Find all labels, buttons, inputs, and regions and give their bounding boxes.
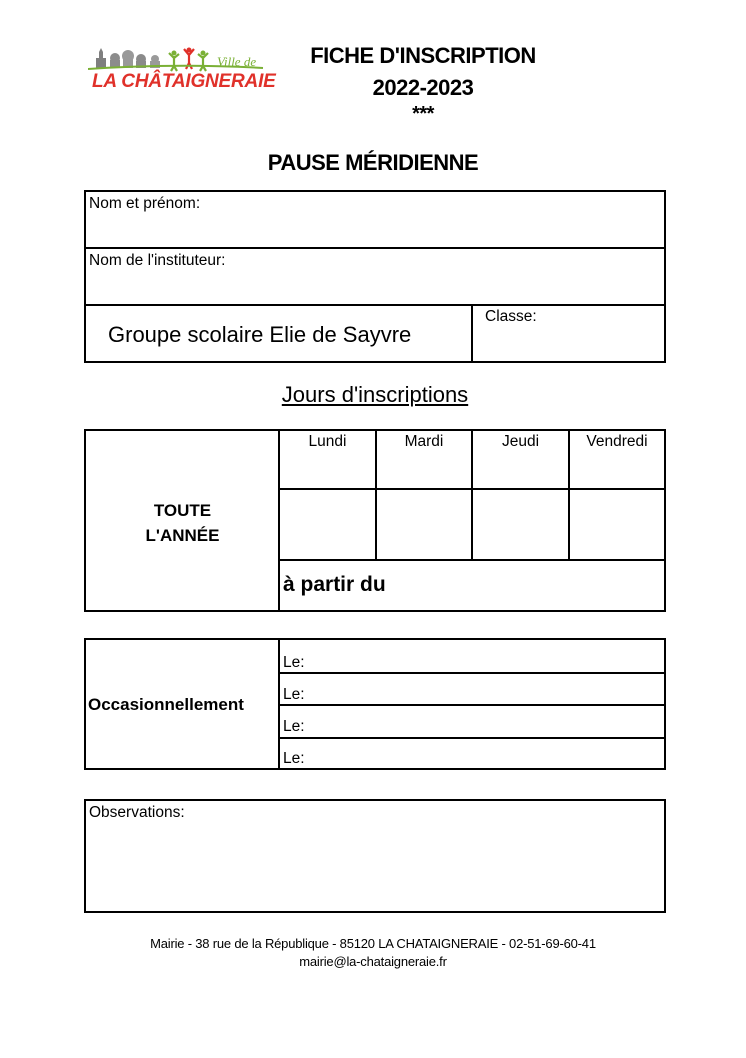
start-date-label: à partir du xyxy=(283,573,386,596)
school-name: Groupe scolaire Elie de Sayvre xyxy=(108,322,412,347)
divider xyxy=(278,431,280,610)
day-monday-header: Lundi xyxy=(308,433,347,450)
day-friday-header: Vendredi xyxy=(586,433,648,450)
footer-address: Mairie - 38 rue de la République - 85120 LA CHATAIGNERAIE - 02-51-69-60-41 xyxy=(150,936,596,951)
teacher-field-label: Nom de l'instituteur: xyxy=(89,252,226,269)
occasional-date-row: Le: xyxy=(283,750,305,767)
occasional-box xyxy=(84,638,666,770)
divider xyxy=(278,559,664,561)
divider xyxy=(278,737,664,739)
divider xyxy=(86,247,664,249)
occasional-label: Occasionnellement xyxy=(88,695,244,714)
occasional-date-row: Le: xyxy=(283,686,305,703)
identity-box xyxy=(84,190,666,363)
day-thursday-header: Jeudi xyxy=(501,433,540,450)
divider xyxy=(278,488,664,490)
divider xyxy=(86,304,664,306)
days-title: Jours d'inscriptions xyxy=(281,382,469,407)
year-round-box xyxy=(84,429,666,612)
observations-label: Observations: xyxy=(89,804,185,821)
footer-email: mairie@la-chataigneraie.fr xyxy=(299,954,447,969)
class-field-label: Classe: xyxy=(485,308,537,325)
observations-box xyxy=(84,799,666,913)
year-round-label xyxy=(86,498,279,548)
school-year: 2022-2023 xyxy=(372,75,474,100)
year-round-label-line2: L'ANNÉE xyxy=(145,526,220,545)
form-title: FICHE D'INSCRIPTION xyxy=(310,43,536,68)
year-round-label-line1: TOUTE xyxy=(153,501,212,520)
name-field-label: Nom et prénom: xyxy=(89,195,201,212)
logo-town-name: LA CHÂTAIGNERAIE xyxy=(92,71,276,92)
divider xyxy=(471,305,473,361)
day-tuesday-header: Mardi xyxy=(404,433,444,450)
occasional-date-row: Le: xyxy=(283,654,305,671)
logo-ville-text: Ville de xyxy=(217,54,257,69)
title-stars: *** xyxy=(412,103,434,125)
section-title: PAUSE MÉRIDIENNE xyxy=(267,150,479,175)
divider xyxy=(278,704,664,706)
occasional-date-row: Le: xyxy=(283,718,305,735)
divider xyxy=(278,672,664,674)
